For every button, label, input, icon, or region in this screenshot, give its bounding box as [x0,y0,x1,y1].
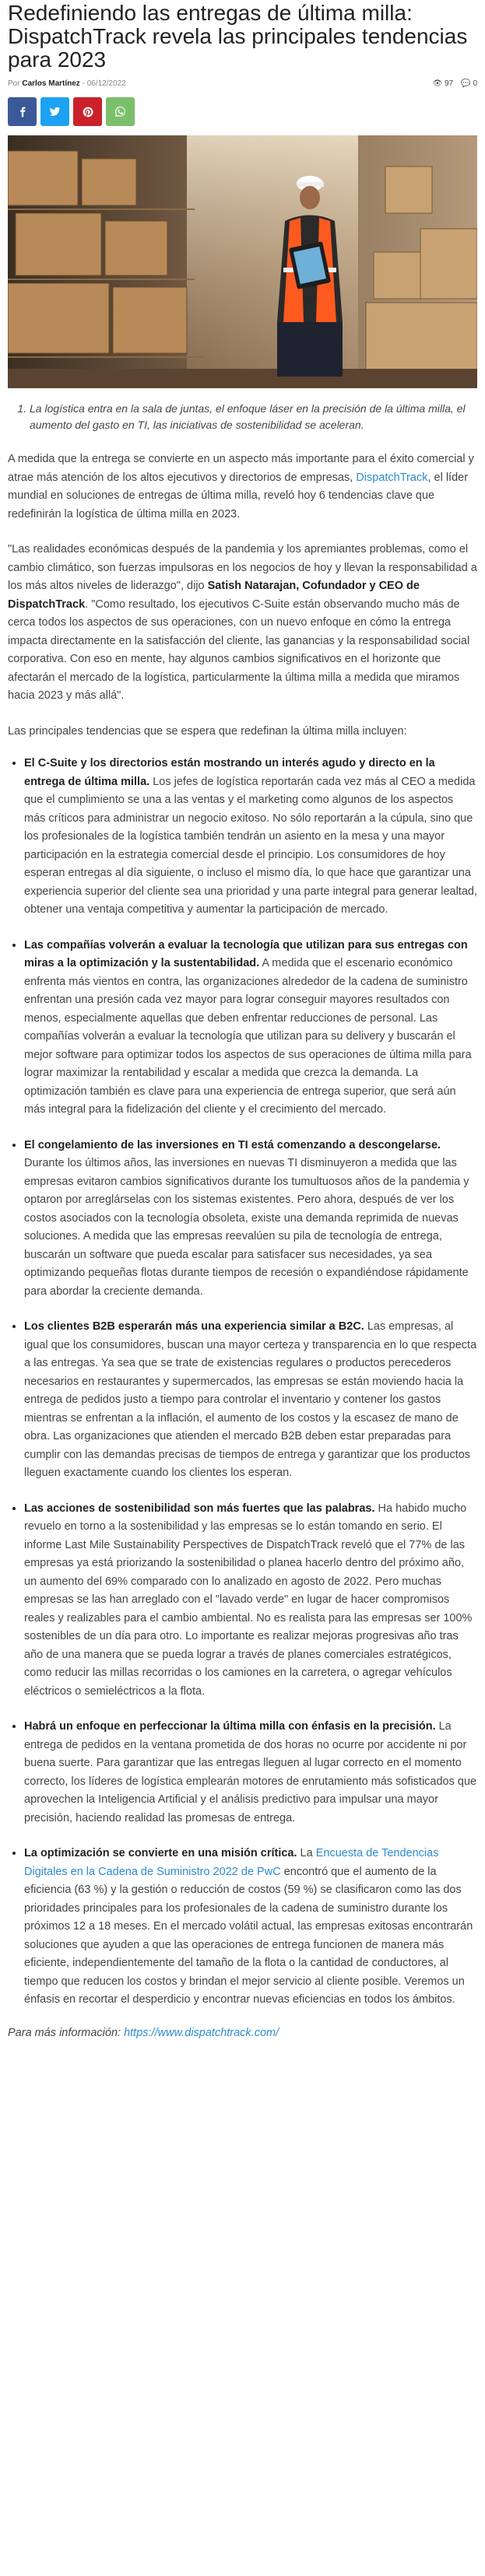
byline [8,79,126,88]
dispatchtrack-link[interactable]: DispatchTrack [356,471,428,484]
intro-paragraph: A medida que la entrega se convierte en un aspecto más importante para el éxito comercial y atrae más atención de los altos ejecutivos y directorios de empresas, DispatchTrack, el líder mundial en soluciones de entregas de última milla, reveló hoy 6 tendencias clave que redefinirán la logística de última milla en 2023. [8,453,474,520]
more-info-link[interactable]: https://www.dispatchtrack.com/ [124,2026,279,2039]
pwc-survey-link[interactable]: Encuesta de Tendencias Digitales en la Cadena de Suministro 2022 de PwC [24,1847,439,1878]
trends-list [8,755,477,2010]
list-item: • El C-Suite y los directorios están mostrando un interés agudo y directo en la entrega de última milla. Los jefes de logística reportarán cada vez más al CEO a medida que el cumplimiento se una a las ventas y el marketing como algunos de los aspectos más críticos para administrar un negocio exitoso. No sólo reportarán a la cúpula, sino que los profesionales de la logística también tendrán un asiento en la mesa y una mayor participación en la estrategia comercial desde el principio. Los consumidores de hoy esperan entregas al día siguiente, o incluso el mismo día, lo que hace que garantizar una experiencia superior del cliente sea una prioridad y una parte integral para generar lealtad, obtener una ventaja competitiva y aumentar la participación de mercado. [24,755,477,920]
facebook-icon [17,107,28,117]
list-item: • Habrá un enfoque en perfeccionar la última milla con énfasis en la precisión. La entrega de pedidos en la ventana prometida de dos horas no ocurre por accidente ni por buena suerte. Para garantizar que las entregas lleguen al lugar correcto en el momento correcto, los líderes de logística emplearán motores de enrutamiento más sofisticados que aprovechen la Inteligencia Artificial y el análisis predictivo para impulsar una mayor precisión, haciendo realidad las promesas de entrega. [24,1718,477,1828]
article-stats [433,79,477,88]
share-pinterest-button[interactable] [73,97,102,126]
trends-lead: Las principales tendencias que se espera que redefinan la última milla incluyen: [8,724,407,738]
publish-date: 06/12/2022 [86,79,126,88]
comment-icon: 💬 [461,79,471,88]
author-link[interactable]: Carlos Martínez [22,79,80,88]
list-item: • Los clientes B2B esperarán más una experiencia similar a B2C. Las empresas, al igual que los consumidores, buscan una mayor certeza y transparencia en lo que respecta a las entregas. Ya sea que se trate de existencias regulares o productos perecederos necesarios en restaurantes y supermercados, las empresas se están moviendo hacia la entrega de pedidos justo a tiempo para controlar el inventario y contener los gastos mientras se enfrentan a la inflación, el aumento de los costos y la escasez de mano de obra. Las organizaciones que atienden el mercado B2B deben estar preparadas para cumplir con las demandas precisas de tiempos de entrega y garantizar que los productos lleguen exactamente cuando los clientes los esperan. [24,1318,477,1483]
quote-paragraph: "Las realidades económicas después de la pandemia y los apremiantes problemas, como el cambio climático, son fuerzas impulsoras en los negocios de hoy y llevan la responsabilidad a los más altos niveles de liderazgo", dijo Satish Natarajan, Cofundador y CEO de DispatchTrack. "Como resultado, los ejecutivos C-Suite están observando mucho más de cerca todos los aspectos de sus operaciones, con un nuevo enfoque en cómo la entrega impacta directamente en la satisfacción del cliente, las ganancias y la responsabilidad social corporativa. Con eso en mente, hay algunos cambios significativos en el horizonte que afectarán el mercado de la logística, particularmente la última milla a medida que miramos hacia 2023 y más allá". [8,543,477,702]
hero-image [8,135,477,388]
article-meta [8,79,477,88]
twitter-icon [49,106,61,117]
comments-count[interactable]: 💬 0 [461,79,477,88]
share-facebook-button[interactable] [8,97,37,126]
share-twitter-button[interactable] [40,97,69,126]
list-item: • Las acciones de sostenibilidad son más fuertes que las palabras. Ha habido mucho revuelo en torno a la sostenibilidad y las empresas se lo están tomando en serio. El informe Last Mile Sustainability Perspectives de DispatchTrack reveló que el 77% de las empresas ya está priorizando la sostenibilidad o planea hacerlo dentro del próximo año, un aumento del 69% comparado con lo analizado en agosto de 2022. Pero muchas empresas se las han arreglado con el "lavado verde" en lugar de hacer compromisos reales y realizables para el cambio ambiental. No es realista para las empresas ser 100% sostenibles de un día para otro. Lo importante es realizar mejoras progresivas año tras año de una manera que se pueda lograr a través de planes comerciales estratégicos, como reducir las millas recorridas o los camiones en la carretera, o agregar vehículos eléctricos o semieléctricos a la flota. [24,1500,477,1702]
image-caption [8,401,477,433]
byline-separator: - [82,79,85,88]
article-title: Redefiniendo las entregas de última milla: DispatchTrack revela las principales tendencias para 2023 [8,1,468,72]
list-item: • La optimización se convierte en una misión crítica. La Encuesta de Tendencias Digitales en la Cadena de Suministro 2022 de PwC encontró que el aumento de la eficiencia (63 %) y la gestión o reducción de costos (59 %) se clasificaron como las dos prioridades principales para los profesionales de la cadena de suministro durante los próximos 12 a 18 meses. En el mercado volátil actual, las empresas exitosas encontrarán soluciones que ayuden a que las operaciones de entrega funcionen de manera más eficiente, independientemente del tamaño de la flota o la cantidad de conductores, al tiempo que reducen los costos y brindan el mejor servicio al cliente posible. Veremos un énfasis en recortar el desperdicio y encontrar nuevas eficiencias en todos los ámbitos. [24,1845,477,2010]
caption-text: 1. La logística entra en la sala de juntas, el enfoque láser en la precisión de la última milla, el aumento del gasto en TI, las iniciativas de sostenibilidad se aceleran. [30,401,477,433]
pinterest-icon [83,107,93,117]
warehouse-worker-illustration [8,135,477,388]
quote-speaker: Satish Natarajan, Cofundador y CEO de DispatchTrack [8,580,420,611]
author-prefix: Por [8,79,20,88]
list-item: • El congelamiento de las inversiones en TI está comenzando a descongelarse. Durante los últimos años, las inversiones en nuevas TI disminuyeron a medida que las empresas evitaron cambios significativos durante los tumultuosos años de la pandemia y optaron por arreglárselas con los sistemas existentes. Pero ahora, después de ver los costos asociados con la tecnología obsoleta, existe una demanda reprimida de nuevas soluciones. A medida que las empresas reevalúen su pila de tecnología de entrega, buscarán un software que pueda escalar para satisfacer sus necesidades, ya sea optimizando pequeñas flotas durante tiempos de recesión o expandiéndose rápidamente para abordar la creciente demanda. [24,1137,477,1302]
share-buttons [8,97,477,126]
eye-icon: 👁 [432,79,443,88]
share-whatsapp-button[interactable] [106,97,135,126]
list-item: • Las compañías volverán a evaluar la tecnología que utilizan para sus entregas con miras a la optimización y la sustentabilidad. A medida que el escenario económico enfrenta más vientos en contra, las organizaciones alrededor de la cadena de suministro enfrentan una presión cada vez mayor para lograr conseguir mayores resultados con menos, especialmente aquellas que deben enfrentar reducciones de personal. Las compañías volverán a evaluar la tecnología que utilizan para su delivery y buscarán el mejor software para optimizar todos los aspectos de sus operaciones de última milla para lograr maximizar la rentabilidad y escalar a medida que crezca la demanda. La optimización también es clave para una experiencia de entrega superior, que será aún más integral para la fidelización del cliente y el crecimiento del mercado. [24,937,477,1120]
views-count: 👁 97 [432,79,454,88]
whatsapp-icon [114,106,126,117]
more-info: Para más información: https://www.dispatchtrack.com/ [8,2026,279,2039]
